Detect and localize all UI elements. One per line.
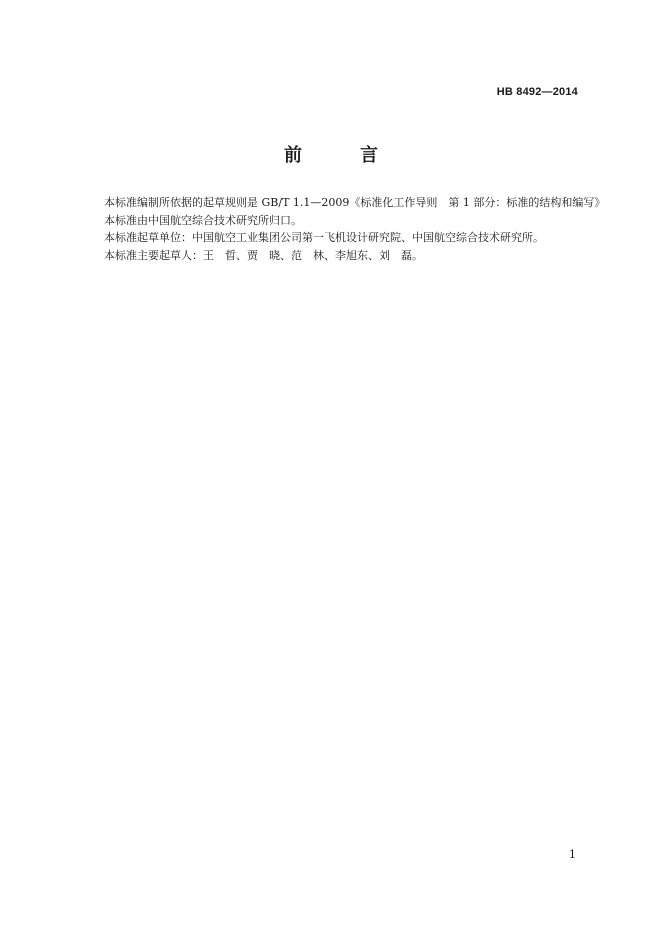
page-number: 1	[569, 848, 576, 861]
body-text	[104, 194, 606, 264]
paragraph-drafting-units: 本标准起草单位：中国航空工业集团公司第一飞机设计研究院、中国航空综合技术研究所。	[104, 231, 544, 244]
paragraph-administering-body: 本标准由中国航空综合技术研究所归口。	[104, 213, 302, 227]
paragraph-drafting-rules: 本标准编制所依据的起草规则是 GB/T 1.1—2009《标准化工作导则 第 1 部分：标准的结构和编写》	[104, 196, 606, 209]
paragraph-main-drafters: 本标准主要起草人：王 晢、贾 晓、范 林、李旭东、刘 磊。	[104, 248, 423, 262]
page-title: 前 言	[284, 145, 398, 166]
standard-code: HB 8492—2014	[496, 86, 578, 98]
